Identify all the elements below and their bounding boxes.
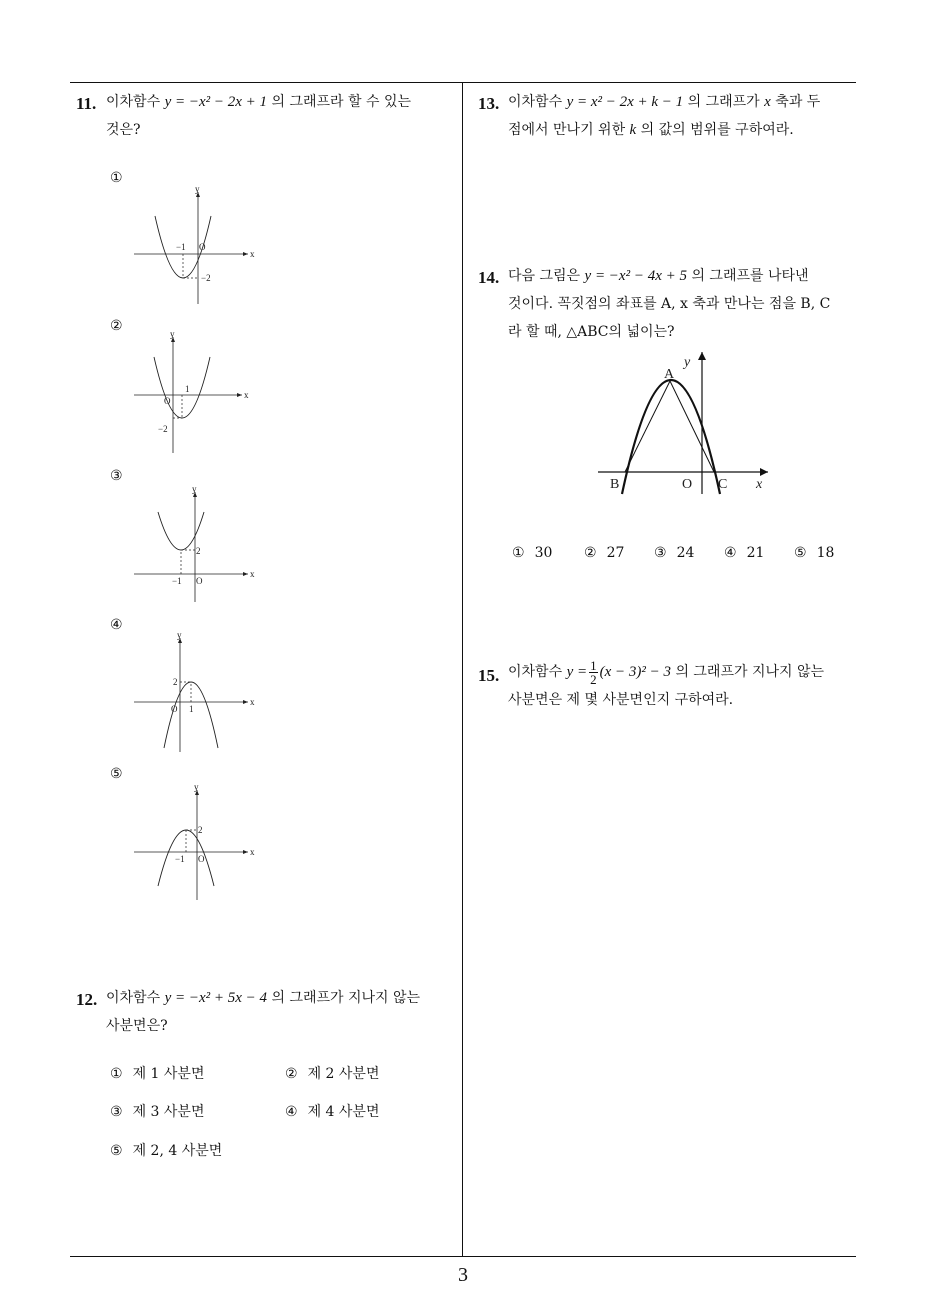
q14-choice-4[interactable] xyxy=(724,545,764,561)
q14-number: 14. xyxy=(478,268,500,287)
q15-frac-num: 1 xyxy=(590,657,597,673)
q14-choice-2-text: 27 xyxy=(606,545,625,561)
q11-g1-origin-label: O xyxy=(199,242,206,252)
q14-choice-1-text: 30 xyxy=(534,545,553,561)
q13-line2-suffix: 의 값의 범위를 구하여라. xyxy=(640,122,794,138)
q14-label-A: A xyxy=(664,367,675,382)
q11-g3-y-label: y xyxy=(192,484,197,494)
q14-choice-5-text: 18 xyxy=(816,545,835,561)
q14-label-O: O xyxy=(682,477,693,492)
page-number: 3 xyxy=(458,1264,468,1286)
q12-choice-4[interactable] xyxy=(285,1101,379,1121)
q15-eq-rhs: (x − 3)² − 3 xyxy=(599,664,671,680)
q11-g4-origin-label: O xyxy=(171,704,178,714)
q14-choice-3[interactable] xyxy=(654,545,694,561)
q12-equation: y = −x² + 5x − 4 xyxy=(164,990,268,1006)
q11-g1-y-label: y xyxy=(195,184,200,194)
q11-g3-origin-label: O xyxy=(196,576,203,586)
q14-choice-3-text: 24 xyxy=(676,545,695,561)
q15-prefix: 이차함수 xyxy=(508,664,563,680)
q12-choice-1-text: 제 1 사분면 xyxy=(132,1066,205,1082)
q14-figure xyxy=(596,348,786,498)
q12-line2: 사분면은? xyxy=(106,1018,168,1034)
q12-choice-1[interactable] xyxy=(110,1063,204,1083)
q11-text xyxy=(106,88,456,144)
q12-choice-4-mark: ④ xyxy=(285,1104,298,1120)
q11-option-5-mark[interactable]: ⑤ xyxy=(110,766,123,782)
q11-option-5-graph xyxy=(130,780,260,904)
q13-line1-end: 축과 두 xyxy=(775,94,821,110)
q14-label-x: x xyxy=(756,477,763,492)
q14-label-C: C xyxy=(718,477,728,492)
q15-frac-den: 2 xyxy=(590,671,597,687)
q11-g3-vertex-y-label: 2 xyxy=(196,546,201,556)
q11-number: 11. xyxy=(76,94,97,113)
q15-text xyxy=(508,658,864,714)
q15-suffix: 의 그래프가 지나지 않는 xyxy=(675,664,825,680)
q11-g2-vertex-x-label: 1 xyxy=(185,384,190,394)
q11-option-4-graph xyxy=(130,632,260,756)
q11-g5-y-label: y xyxy=(194,782,199,792)
q14-prefix: 다음 그림은 xyxy=(508,268,581,284)
q12-choice-2[interactable] xyxy=(285,1063,379,1083)
q11-g3-vertex-x-label: −1 xyxy=(172,576,182,586)
q11-g3-x-label: x xyxy=(250,569,255,579)
q11-g4-x-label: x xyxy=(250,697,255,707)
q11-g1-vertex-y-label: −2 xyxy=(201,273,211,283)
q11-g5-origin-label: O xyxy=(198,854,205,864)
q11-g2-y-label: y xyxy=(170,329,175,339)
q14-choice-4-mark: ④ xyxy=(724,545,737,561)
q15-number: 15. xyxy=(478,666,500,685)
q12-number: 12. xyxy=(76,990,98,1009)
q11-g4-vertex-x-label: 1 xyxy=(189,704,194,714)
q11-g4-vertex-y-label: 2 xyxy=(173,677,178,687)
q13-prefix: 이차함수 xyxy=(508,94,563,110)
q11-option-2-mark[interactable]: ② xyxy=(110,318,123,334)
q11-g2-x-label: x xyxy=(244,390,249,400)
q14-choice-5[interactable] xyxy=(794,545,834,561)
q11-prefix: 이차함수 xyxy=(106,94,161,110)
top-rule xyxy=(70,82,856,83)
q12-choice-3-text: 제 3 사분면 xyxy=(132,1104,205,1120)
q12-choice-2-text: 제 2 사분면 xyxy=(307,1066,380,1082)
q11-option-1-mark[interactable]: ① xyxy=(110,170,123,186)
q12-choice-3[interactable] xyxy=(110,1101,204,1121)
q11-g5-x-label: x xyxy=(250,847,255,857)
q14-choice-3-mark: ③ xyxy=(654,545,667,561)
q13-line2-prefix: 점에서 만나기 위한 xyxy=(508,122,626,138)
q15-line2: 사분면은 제 몇 사분면인지 구하여라. xyxy=(508,692,734,708)
q12-choice-3-mark: ③ xyxy=(110,1104,123,1120)
q11-option-4-mark[interactable]: ④ xyxy=(110,617,123,633)
q14-label-y: y xyxy=(684,355,691,370)
q11-g1-x-label: x xyxy=(250,249,255,259)
q14-choice-2-mark: ② xyxy=(584,545,597,561)
q12-suffix: 의 그래프가 지나지 않는 xyxy=(271,990,421,1006)
q14-choice-1[interactable] xyxy=(512,545,552,561)
q11-option-3-mark[interactable]: ③ xyxy=(110,468,123,484)
q11-g2-vertex-y-label: −2 xyxy=(158,424,168,434)
q12-choice-2-mark: ② xyxy=(285,1066,298,1082)
q14-choice-5-mark: ⑤ xyxy=(794,545,807,561)
q13-var-x: x xyxy=(764,94,771,110)
column-divider xyxy=(462,82,463,1256)
q11-g1-vertex-x-label: −1 xyxy=(176,242,186,252)
bottom-rule xyxy=(70,1256,856,1257)
q11-line2: 것은? xyxy=(106,122,141,138)
q12-choice-1-mark: ① xyxy=(110,1066,123,1082)
q14-label-B: B xyxy=(610,477,620,492)
q15-eq-lhs: y = xyxy=(566,664,588,680)
q12-choice-5-mark: ⑤ xyxy=(110,1143,123,1159)
q11-option-3-graph xyxy=(130,482,260,606)
q14-equation: y = −x² − 4x + 5 xyxy=(584,268,687,284)
q15-fraction xyxy=(589,659,598,686)
q12-choice-4-text: 제 4 사분면 xyxy=(307,1104,380,1120)
q14-choice-2[interactable] xyxy=(584,545,624,561)
q12-choice-5[interactable] xyxy=(110,1140,222,1160)
q11-equation: y = −x² − 2x + 1 xyxy=(164,94,268,110)
q13-suffix: 의 그래프가 xyxy=(687,94,760,110)
q14-text xyxy=(508,262,864,346)
q11-option-1-graph xyxy=(130,184,260,308)
q13-number: 13. xyxy=(478,94,500,113)
q12-prefix: 이차함수 xyxy=(106,990,161,1006)
q13-text xyxy=(508,88,864,144)
q11-suffix: 의 그래프라 할 수 있는 xyxy=(271,94,412,110)
q13-equation: y = x² − 2x + k − 1 xyxy=(566,94,684,110)
q14-line3: 라 할 때, △ABC의 넓이는? xyxy=(508,324,675,340)
q14-choice-1-mark: ① xyxy=(512,545,525,561)
q14-line2: 것이다. 꼭짓점의 좌표를 A, x 축과 만나는 점을 B, C xyxy=(508,296,831,312)
q12-choice-5-text: 제 2, 4 사분면 xyxy=(132,1143,223,1159)
q14-suffix: 의 그래프를 나타낸 xyxy=(691,268,809,284)
q13-var-k: k xyxy=(629,122,637,138)
q14-choice-4-text: 21 xyxy=(746,545,765,561)
q11-g4-y-label: y xyxy=(177,630,182,640)
q12-text xyxy=(106,984,456,1040)
q11-g5-vertex-y-label: 2 xyxy=(198,825,203,835)
q11-g2-origin-label: O xyxy=(164,396,171,406)
q11-option-2-graph xyxy=(130,329,260,457)
q11-g5-vertex-x-label: −1 xyxy=(175,854,185,864)
